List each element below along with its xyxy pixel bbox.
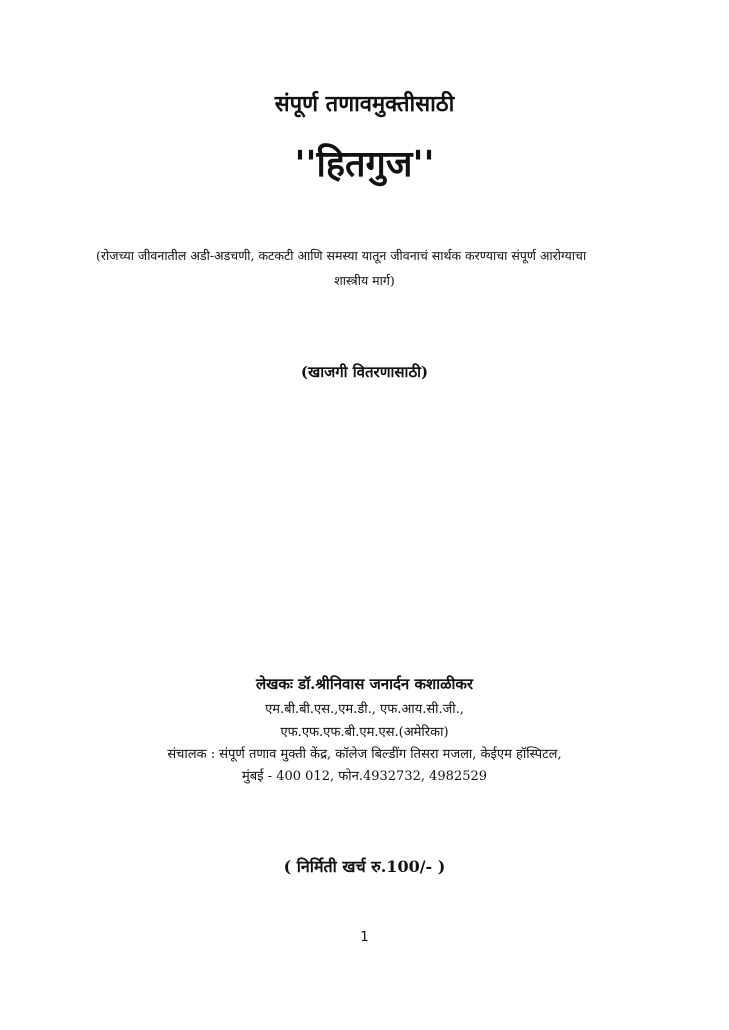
- page-title: ''हितगुज'': [294, 144, 435, 185]
- page-number: 1: [360, 930, 369, 945]
- subtitle: संपूर्ण तणावमुक्तीसाठी: [274, 91, 455, 117]
- address-line: मुंबई - 400 012, फोन.4932732, 4982529: [241, 769, 488, 784]
- author-line: लेखकः डॉ.श्रीनिवास जनार्दन कशाळीकर: [255, 675, 474, 693]
- cost-line: ( निर्मिती खर्च रु.100/- ): [283, 857, 446, 876]
- description-line-1: (रोजच्या जीवनातील अडी-अडचणी, कटकटी आणि समस्या यातून जीवनाचं सार्थक करण्याचा संपूर्ण आरोग्याचा: [96, 248, 587, 263]
- distribution-note: (खाजगी वितरणासाठी): [300, 363, 429, 381]
- director-line: संचालक : संपूर्ण तणाव मुक्ती केंद्र, कॉलेज बिल्डींग तिसरा मजला, केईएम हॉस्पिटल,: [167, 747, 562, 762]
- degrees-line-2: एफ.एफ.एफ.बी.एम.एस.(अमेरिका): [280, 725, 449, 740]
- degrees-line-1: एम.बी.बी.एस.,एम.डी., एफ.आय.सी.जी.,: [265, 702, 464, 717]
- description-line-2: शास्त्रीय मार्ग): [334, 273, 395, 288]
